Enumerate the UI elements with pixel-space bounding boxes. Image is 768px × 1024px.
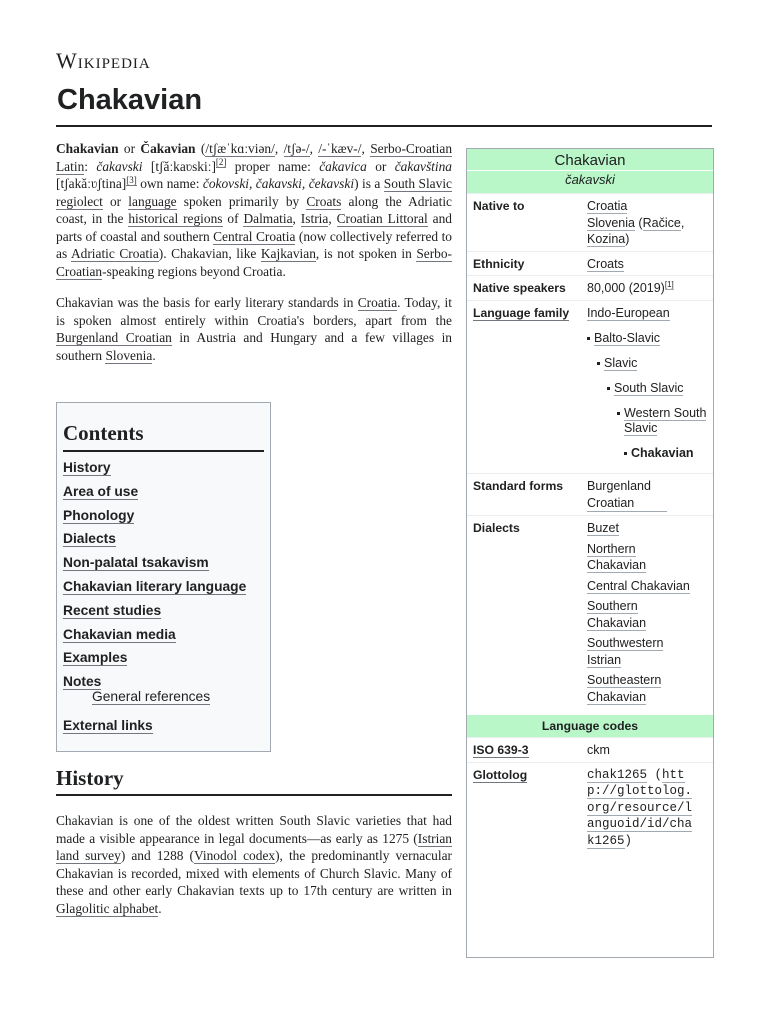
infobox-row-standard-forms bbox=[467, 473, 713, 515]
bold-term: Čakavian bbox=[140, 141, 196, 156]
toc-item-examples[interactable] bbox=[63, 646, 264, 670]
toc-item-external-links[interactable] bbox=[63, 714, 264, 738]
infobox-value bbox=[587, 256, 707, 273]
family-tree-leaf: Chakavian bbox=[631, 446, 707, 461]
table-of-contents bbox=[56, 402, 271, 752]
citation-ref[interactable]: [1] bbox=[664, 279, 674, 289]
italic-term: čokovski, čakavski, čekavski bbox=[202, 176, 355, 191]
infobox-label: Native to bbox=[473, 199, 525, 213]
inline-link[interactable]: Croatia bbox=[357, 295, 398, 310]
infobox-row-native-speakers bbox=[467, 275, 713, 300]
inline-link[interactable]: Croatian Littoral bbox=[336, 211, 428, 226]
family-tree-level-3 bbox=[614, 381, 707, 461]
text-run: ), the predominantly vernacular Chakavian is recorded, mixed with elements of Church Slavic. Many of these and other early Chakavian texts up to 17th century are written in bbox=[56, 848, 452, 898]
inline-link[interactable]: South Slavic bbox=[383, 176, 452, 191]
text-run: -speaking regions beyond Croatia. bbox=[102, 263, 286, 279]
inline-link[interactable]: historical regions bbox=[128, 211, 223, 226]
inline-link[interactable]: Central Croatia bbox=[213, 228, 296, 244]
text-run: , is not spoken in bbox=[315, 246, 417, 261]
text-run: . bbox=[158, 900, 162, 916]
link-dialect-southwestern-istrian[interactable]: Southwestern Istrian bbox=[587, 636, 664, 667]
link-dialect-southern[interactable]: Southern Chakavian bbox=[587, 599, 647, 630]
inline-link[interactable]: Serbo-Croatian bbox=[56, 246, 453, 279]
glottolog-code[interactable]: chak1265 bbox=[587, 767, 648, 782]
inline-link[interactable]: Slovenia bbox=[105, 347, 153, 363]
infobox bbox=[466, 148, 714, 958]
family-tree-level-5 bbox=[631, 446, 707, 461]
infobox-native-name: čakavski bbox=[467, 171, 713, 193]
toc-item-area-of-use[interactable] bbox=[63, 480, 264, 504]
infobox-label bbox=[473, 742, 587, 759]
toc-item-label[interactable]: Dialects bbox=[63, 531, 116, 547]
toc-item-recent-studies[interactable] bbox=[63, 599, 264, 623]
infobox-value bbox=[587, 305, 707, 471]
link-iso-639-3[interactable]: ISO 639-3 bbox=[473, 743, 529, 757]
text-run: [tʃakǎːʋʃtina] bbox=[56, 176, 127, 191]
text-run: along the Adriatic coast, in the bbox=[56, 193, 452, 226]
infobox-section-language-codes: Language codes bbox=[467, 715, 713, 737]
text-run: Chakavian is one of the oldest written South Slavic varieties that had made a visible appearance in legal documents—as early as 1275 ( bbox=[56, 813, 452, 846]
link-language-family[interactable]: Language family bbox=[473, 305, 570, 320]
infobox-row-ethnicity bbox=[467, 251, 713, 276]
family-tree-item bbox=[594, 331, 707, 461]
infobox-value bbox=[587, 767, 699, 850]
comma-sep: , bbox=[680, 215, 685, 230]
text-run: , bbox=[361, 141, 371, 156]
text-run: , bbox=[328, 211, 337, 226]
section-heading-history: History bbox=[56, 766, 452, 796]
toc-item-label[interactable]: Examples bbox=[63, 650, 128, 666]
family-tree-level-1 bbox=[594, 331, 707, 461]
history-section bbox=[56, 812, 452, 931]
link-balto-slavic[interactable]: Balto-Slavic bbox=[594, 331, 660, 345]
toc-item-label[interactable]: Chakavian media bbox=[63, 626, 176, 642]
intro-paragraph-1 bbox=[56, 140, 452, 280]
inline-link[interactable]: /tʃə-/ bbox=[283, 141, 310, 156]
iso-code: ckm bbox=[587, 743, 610, 757]
family-tree-level-4 bbox=[624, 406, 707, 461]
inline-link[interactable]: Dalmatia bbox=[243, 211, 293, 226]
toc-list bbox=[63, 456, 264, 738]
link-south-slavic[interactable]: South Slavic bbox=[614, 381, 684, 395]
page-title: Chakavian bbox=[57, 84, 203, 116]
text-run: Chakavian was the basis for early literary standards in bbox=[56, 295, 358, 310]
inline-link[interactable]: language bbox=[128, 193, 177, 209]
text-run: [tʃǎːkaʋskiː] bbox=[142, 158, 216, 174]
text-run: ( bbox=[195, 141, 206, 156]
text-run: ) and 1288 ( bbox=[120, 848, 194, 863]
text-run: spoken primarily by bbox=[176, 193, 307, 209]
inline-link[interactable]: Vinodol codex bbox=[193, 848, 276, 863]
infobox-title: Chakavian bbox=[467, 149, 713, 171]
paren-open: ( bbox=[647, 767, 663, 782]
title-divider bbox=[56, 125, 712, 127]
toc-item-phonology[interactable] bbox=[63, 504, 264, 528]
infobox-value bbox=[587, 742, 707, 759]
paren-close: ) bbox=[624, 833, 633, 848]
infobox-label: Dialects bbox=[473, 521, 520, 535]
italic-term: čakavština bbox=[394, 158, 452, 174]
link-slavic[interactable]: Slavic bbox=[604, 356, 638, 370]
toc-title: Contents bbox=[63, 421, 264, 452]
family-tree-item bbox=[614, 381, 707, 461]
infobox-label: Standard forms bbox=[473, 479, 564, 493]
link-burgenland-croatian[interactable]: Burgenland Croatian bbox=[587, 478, 667, 512]
toc-item-label[interactable]: Recent studies bbox=[63, 602, 162, 618]
infobox-row-dialects bbox=[467, 515, 713, 712]
family-tree-item bbox=[604, 356, 707, 461]
intro-paragraph-2 bbox=[56, 294, 452, 364]
link-western-south-slavic[interactable]: Western South Slavic bbox=[624, 406, 707, 435]
article-intro bbox=[56, 140, 452, 378]
text-run: (now collectively referred to as bbox=[56, 228, 452, 261]
inline-link[interactable]: Serbo-Croatian Latin bbox=[56, 141, 453, 174]
history-paragraph bbox=[56, 812, 452, 917]
text-run: , bbox=[274, 141, 284, 156]
text-run: proper name: bbox=[226, 158, 320, 174]
link-kozina[interactable]: Kozina bbox=[587, 232, 626, 246]
infobox-row-iso bbox=[467, 737, 713, 762]
text-run: or bbox=[366, 158, 395, 174]
toc-item-label[interactable]: Non-palatal tsakavism bbox=[63, 555, 209, 571]
text-run: own name: bbox=[136, 176, 203, 191]
bold-term: Chakavian bbox=[56, 141, 119, 156]
infobox-value bbox=[587, 520, 707, 709]
toc-item-chakavian-media[interactable] bbox=[63, 623, 264, 647]
inline-link[interactable]: /tʃæˈkɑːviən/ bbox=[205, 141, 275, 156]
inline-link[interactable]: Glagolitic alphabet bbox=[56, 900, 159, 916]
family-tree-level-2 bbox=[604, 356, 707, 461]
wikipedia-wordmark[interactable]: Wikipedia bbox=[56, 48, 151, 73]
glottolog-url-link[interactable]: http://glottolog.org/resource/languoid/id/chak1265 bbox=[587, 767, 693, 848]
text-run: ). Chakavian, like bbox=[158, 246, 261, 261]
toc-item-label[interactable]: History bbox=[63, 460, 111, 475]
paren-open: ( bbox=[634, 215, 643, 230]
link-croatia[interactable]: Croatia bbox=[587, 199, 628, 213]
inline-link[interactable]: Burgenland Croatian bbox=[56, 330, 172, 345]
family-tree-item bbox=[624, 406, 707, 461]
toc-item-label[interactable]: External links bbox=[63, 717, 153, 733]
inline-link[interactable]: regiolect bbox=[56, 193, 103, 209]
link-dialect-southeastern[interactable]: Southeastern Chakavian bbox=[587, 673, 662, 704]
text-run: . bbox=[152, 347, 156, 363]
link-croats[interactable]: Croats bbox=[587, 256, 624, 271]
infobox-label: Ethnicity bbox=[473, 256, 525, 271]
infobox-row-glottolog bbox=[467, 762, 713, 853]
toc-item-dialects[interactable] bbox=[63, 527, 264, 551]
toc-item-non-palatal-tsakavism[interactable] bbox=[63, 551, 264, 575]
text-run: in Austria and Hungary and a few villages in southern bbox=[56, 330, 452, 363]
inline-link[interactable]: Croats bbox=[306, 193, 342, 209]
inline-link[interactable]: Istrian land survey bbox=[56, 830, 452, 863]
italic-term: čakavica bbox=[319, 158, 367, 174]
link-slovenia[interactable]: Slovenia bbox=[587, 215, 635, 230]
infobox-value bbox=[587, 280, 707, 297]
infobox-row-native-to bbox=[467, 193, 713, 251]
toc-item-label[interactable]: Phonology bbox=[63, 507, 135, 523]
infobox-value bbox=[587, 478, 707, 512]
text-run: or bbox=[102, 193, 129, 209]
speakers-count: 80,000 (2019) bbox=[587, 281, 665, 295]
text-run: ) is a bbox=[354, 176, 384, 191]
paren-close: ) bbox=[625, 232, 630, 246]
text-run: , bbox=[292, 211, 301, 226]
infobox-value bbox=[587, 198, 707, 248]
toc-item-label[interactable]: Notes bbox=[63, 674, 102, 690]
text-run: , bbox=[309, 141, 319, 156]
text-run: and parts of coastal and southern bbox=[56, 211, 452, 244]
citation-ref[interactable]: [2] bbox=[215, 157, 227, 168]
infobox-label: Native speakers bbox=[473, 281, 566, 295]
infobox-label bbox=[473, 767, 587, 850]
toc-item-label[interactable]: Area of use bbox=[63, 483, 139, 499]
toc-item-general-references[interactable] bbox=[63, 688, 264, 708]
link-dialect-central[interactable]: Central Chakavian bbox=[587, 578, 690, 593]
toc-item-literary-language[interactable] bbox=[63, 575, 264, 599]
toc-item-label[interactable]: Chakavian literary language bbox=[63, 578, 247, 594]
inline-link[interactable]: Istria bbox=[300, 211, 329, 226]
link-dialect-buzet[interactable]: Buzet bbox=[587, 521, 619, 535]
infobox-row-language-family bbox=[467, 300, 713, 474]
toc-item-history[interactable] bbox=[63, 456, 264, 480]
infobox-label bbox=[473, 305, 587, 471]
text-run: : bbox=[84, 158, 97, 174]
link-dialect-northern[interactable]: Northern Chakavian bbox=[587, 541, 647, 572]
toc-item-label[interactable]: General references bbox=[92, 688, 211, 704]
inline-link[interactable]: Adriatic Croatia bbox=[70, 246, 159, 261]
inline-link[interactable]: /-ˈkæv-/ bbox=[318, 141, 362, 156]
citation-ref[interactable]: [3] bbox=[126, 174, 137, 185]
text-run: of bbox=[222, 211, 244, 226]
text-run: . Today, it is spoken almost entirely within Croatia's borders, apart from the bbox=[56, 295, 453, 328]
link-glottolog[interactable]: Glottolog bbox=[473, 767, 528, 782]
text-run: or bbox=[118, 141, 141, 156]
link-indo-european[interactable]: Indo-European bbox=[587, 305, 670, 320]
link-racice[interactable]: Račice bbox=[642, 215, 681, 230]
inline-link[interactable]: Kajkavian bbox=[260, 246, 316, 261]
italic-term: čakavski bbox=[96, 158, 143, 174]
